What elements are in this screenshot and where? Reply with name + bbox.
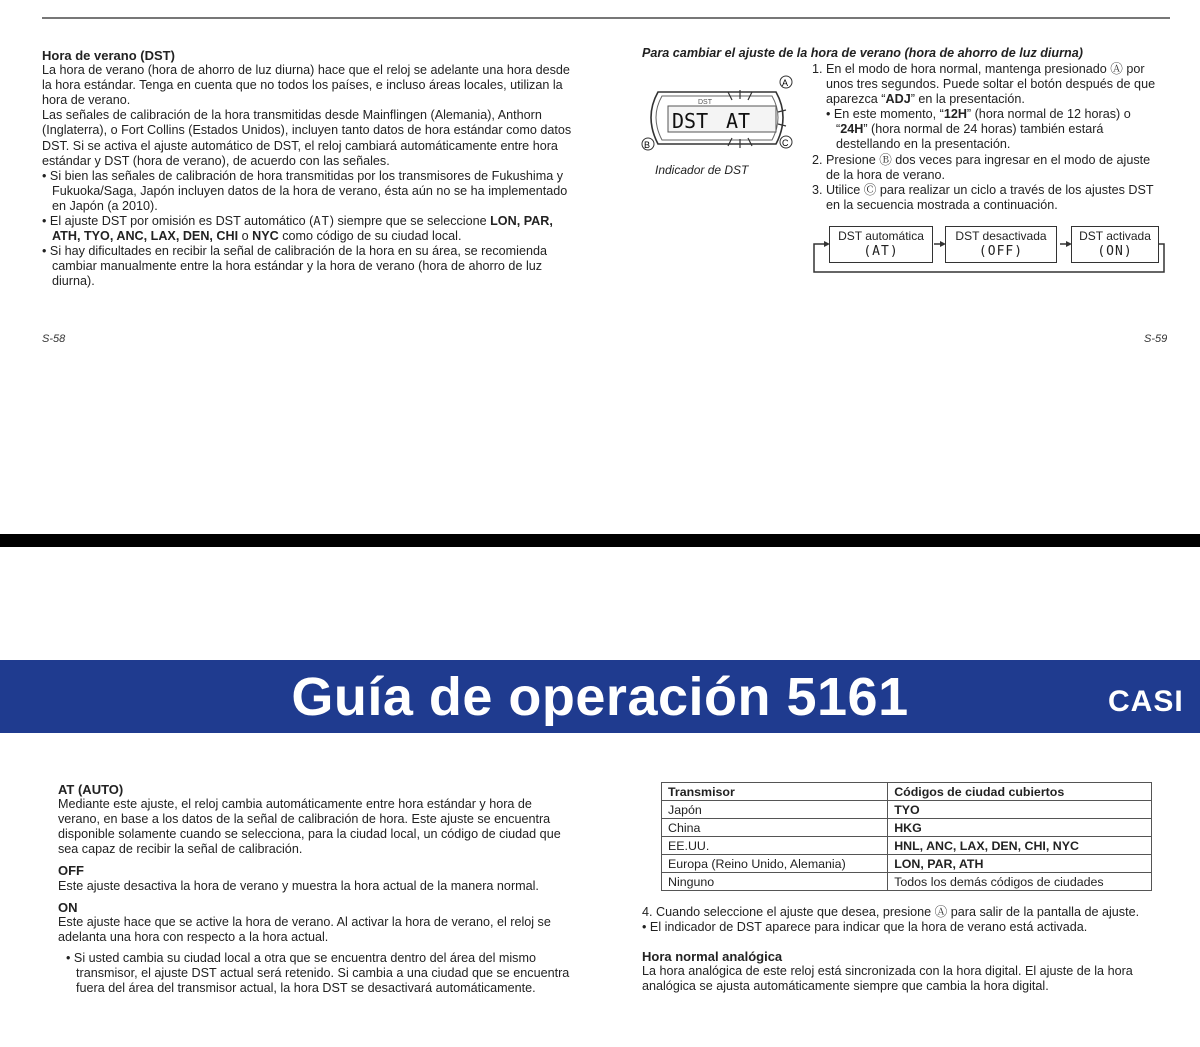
banner-title: Guía de operación 5161 <box>291 667 909 727</box>
seq-box-on: DST activada (ON) <box>1071 226 1159 263</box>
svg-text:A: A <box>782 78 789 88</box>
off-text: Este ajuste desactiva la hora de verano y muestra la hora actual de la manera normal. <box>58 878 539 893</box>
bullet-city-change: • Si usted cambia su ciudad local a otra que se encuentra dentro del área del mismo transmisor, el ajuste DST actual será retenido. Si cambia a una ciudad que se encuentra fuera del área del transmisor actual, la hora DST se desactivará automáticamente. <box>66 950 570 996</box>
page-number-right: S-59 <box>1144 333 1168 345</box>
watch-caption: Indicador de DST <box>655 163 749 177</box>
table-header: Códigos de ciudad cubiertos <box>888 783 1152 801</box>
table-row: Ninguno Todos los demás códigos de ciudades <box>662 873 1152 891</box>
table-header: Transmisor <box>662 783 888 801</box>
on-heading: ON <box>58 899 78 915</box>
bullet-japan: • Si bien las señales de calibración de hora transmitidas por los transmisores de Fukushima y Fukuoka/Saga, Japón incluyen datos de la hora de verano, ésta aún no se ha implementado en Japón (a 2010). <box>42 168 568 213</box>
table-row: China HKG <box>662 819 1152 837</box>
city-code-nyc: NYC <box>252 229 279 244</box>
lcd-at-inline: AT <box>313 214 330 229</box>
step-1-sub: • En este momento, “12H” (hora normal de 12 horas) o “24H” (hora normal de 24 horas) también estará destellando en la presentación. <box>826 107 1131 152</box>
step-2: 2. Presione Ⓑ dos veces para ingresar en el modo de ajuste de la hora de verano. <box>812 152 1151 182</box>
page-separator-bar <box>0 534 1200 547</box>
dst-steps <box>812 62 1164 213</box>
brand-logo: CASI <box>1108 685 1184 718</box>
step-3: 3. Utilice Ⓒ para realizar un ciclo a través de los ajustes DST en la secuencia mostrada a continuación. <box>812 182 1154 212</box>
bullet-manual: • Si hay dificultades en recibir la señal de calibración de la hora en su área, se recomienda cambiar manualmente entre la hora estándar y la hora de verano (hora de ahorro de luz diurna). <box>42 244 547 289</box>
change-dst-heading: Para cambiar el ajuste de la hora de verano (hora de ahorro de luz diurna) <box>642 46 1083 60</box>
step-4: 4. Cuando seleccione el ajuste que desea, presione Ⓐ para salir de la pantalla de ajuste. <box>642 905 1140 919</box>
watch-display-illustration <box>640 72 800 162</box>
dst-heading: Hora de verano (DST) <box>42 48 175 63</box>
page-s58 <box>42 48 572 290</box>
table-header-row <box>662 783 1152 801</box>
table-row: Japón TYO <box>662 801 1152 819</box>
at-text: Mediante este ajuste, el reloj cambia automáticamente entre hora estándar y hora de verano, en base a los datos de la señal de calibración de hora. Este ajuste se encuentra disponible solamente cuando se selecciona, para la ciudad local, un código de ciudad que sea capaz de recibir la señal de calibración. <box>58 797 561 857</box>
watch-lcd-dst: DST <box>672 109 709 133</box>
step-1: 1. En el modo de hora normal, mantenga presionado Ⓐ por unos tres segundos. Puede soltar el botón después de que aparezca “ADJ” en la presentación. <box>812 62 1156 107</box>
watch-small-dst: DST <box>698 99 712 106</box>
table-row: EE.UU. HNL, ANC, LAX, DEN, CHI, NYC <box>662 837 1152 855</box>
transmitter-table <box>661 782 1152 891</box>
svg-text:B: B <box>644 140 651 150</box>
bottom-left-column <box>58 782 570 996</box>
bottom-right-column <box>642 905 1157 994</box>
dst-intro-text: La hora de verano (hora de ahorro de luz diurna) hace que el reloj se adelante una hora desde la hora estándar. Tenga en cuenta que no todos los países, e incluso áreas locales, utilizan la hora de verano. <box>42 63 570 108</box>
seq-box-off: DST desactivada (OFF) <box>945 226 1057 263</box>
dst-signal-text: Las señales de calibración de la hora transmitidas desde Mainflingen (Alemania), Anthorn (Inglaterra), o Fort Collins (Estados Unidos), incluyen tanto datos de hora estándar como datos DST. Si se activa el ajuste automático de DST, el reloj cambiará automáticamente entre hora estándar y DST (hora de verano), de acuerdo con las señales. <box>42 108 572 168</box>
table-row: Europa (Reino Unido, Alemania) LON, PAR, ATH <box>662 855 1152 873</box>
watch-lcd-at: AT <box>726 109 751 133</box>
top-rule <box>42 17 1170 19</box>
analog-heading: Hora normal analógica <box>642 949 783 965</box>
analog-text: La hora analógica de este reloj está sincronizada con la hora digital. El ajuste de la hora analógica se ajusta automáticamente siempre que cambia la hora digital. <box>642 964 1133 994</box>
seq-box-auto: DST automática (AT) <box>829 226 933 263</box>
on-text: Este ajuste hace que se active la hora de verano. Al activar la hora de verano, el reloj se adelanta una hora con respecto a la hora actual. <box>58 914 551 944</box>
page-number-left: S-58 <box>42 333 66 345</box>
at-heading: AT (AUTO) <box>58 782 124 797</box>
city-codes: LON, PAR, ATH, TYO, ANC, LAX, DEN, CHI <box>52 214 553 244</box>
bullet-default-dst: • El ajuste DST por omisión es DST automático (AT) siempre que se seleccione LON, PAR, ATH, TYO, ANC, LAX, DEN, CHI o NYC como código de su ciudad local. <box>42 214 553 244</box>
guide-banner <box>0 660 1200 733</box>
off-heading: OFF <box>58 863 84 879</box>
bullet-dst-indicator: • El indicador de DST aparece para indicar que la hora de verano está activada. <box>642 920 1088 935</box>
svg-text:C: C <box>782 138 789 148</box>
